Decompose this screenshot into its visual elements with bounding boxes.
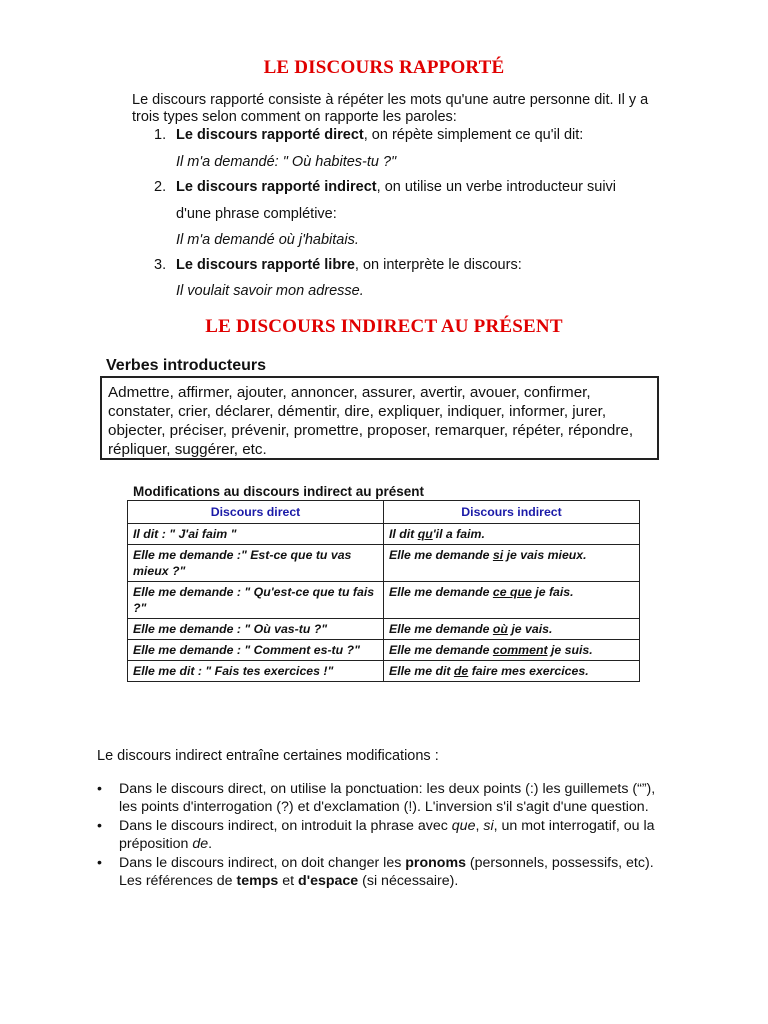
column-header-indirect: Discours indirect xyxy=(384,501,640,524)
indirect-cell: Elle me demande si je vais mieux. xyxy=(384,545,640,582)
indirect-cell: Elle me demande où je vais. xyxy=(384,619,640,640)
indirect-cell: Il dit qu'il a faim. xyxy=(384,524,640,545)
type-description-continued: d'une phrase complétive: xyxy=(176,206,337,222)
direct-cell: Elle me dit : " Fais tes exercices !" xyxy=(128,661,384,682)
modifications-table xyxy=(127,500,640,682)
modifications-list xyxy=(97,780,657,891)
keyword-espace: d'espace xyxy=(298,873,359,889)
direct-cell: Elle me demande : " Où vas-tu ?" xyxy=(128,619,384,640)
section-title: LE DISCOURS INDIRECT AU PRÉSENT xyxy=(205,316,563,337)
underlined-word: qu xyxy=(417,527,433,541)
list-item: • Dans le discours direct, on utilise la ponctuation: les deux points (:) les guillemets (“”), les points d'interrogation (?) et d'exclamation (!). L'inversion s'il s'agit d'une question. xyxy=(97,781,656,815)
table-row xyxy=(128,619,640,640)
list-item: • Dans le discours indirect, on doit changer les pronoms (personnels, possessifs, etc). Les références de temps et d'espace (si nécessaire). xyxy=(97,855,654,889)
underlined-word: comment xyxy=(492,643,548,657)
bullet-icon: • xyxy=(97,855,102,871)
underlined-word: de xyxy=(453,664,469,678)
list-number: 2. xyxy=(154,179,167,195)
column-header-direct: Discours direct xyxy=(128,501,384,524)
type-example: Il voulait savoir mon adresse. xyxy=(176,283,364,299)
bullet-icon: • xyxy=(97,781,102,797)
modifications-intro: Le discours indirect entraîne certaines modifications : xyxy=(97,748,439,764)
direct-cell: Elle me demande :" Est-ce que tu vas mieux ?" xyxy=(128,545,384,582)
keyword-si: si xyxy=(483,818,494,834)
page-title: LE DISCOURS RAPPORTÉ xyxy=(263,57,505,78)
list-item: • Dans le discours indirect, on introduit la phrase avec que, si, un mot interrogatif, ou la préposition de. xyxy=(97,818,655,852)
direct-cell: Il dit : " J'ai faim " xyxy=(128,524,384,545)
table-row xyxy=(128,545,640,582)
keyword-temps: temps xyxy=(236,873,279,889)
table-header-row xyxy=(128,501,640,524)
indirect-cell: Elle me demande comment je suis. xyxy=(384,640,640,661)
type-name: Le discours rapporté direct xyxy=(176,127,364,143)
keyword-que: que xyxy=(451,818,476,834)
underlined-word: ce que xyxy=(492,585,532,599)
verbs-heading: Verbes introducteurs xyxy=(106,357,267,374)
list-number: 1. xyxy=(154,127,167,143)
bullet-icon: • xyxy=(97,818,102,834)
type-example: Il m'a demandé où j'habitais. xyxy=(176,232,359,248)
type-description: , on répète simplement ce qu'il dit: xyxy=(363,127,584,143)
keyword-de: de xyxy=(192,836,209,852)
type-description: , on interprète le discours: xyxy=(354,257,522,273)
indirect-cell: Elle me dit de faire mes exercices. xyxy=(384,661,640,682)
type-description: , on utilise un verbe introducteur suivi xyxy=(376,179,617,195)
table-row xyxy=(128,661,640,682)
table-row xyxy=(128,524,640,545)
intro-paragraph: Le discours rapporté consiste à répéter les mots qu'une autre personne dit. Il y a trois types selon comment on rapporte les paroles: xyxy=(132,92,649,125)
table-row xyxy=(128,582,640,619)
underlined-word: si xyxy=(492,548,504,562)
keyword-pronoms: pronoms xyxy=(405,855,466,871)
type-name: Le discours rapporté libre xyxy=(176,257,355,273)
indirect-cell: Elle me demande ce que je fais. xyxy=(384,582,640,619)
verbs-box: Admettre, affirmer, ajouter, annoncer, assurer, avertir, avouer, confirmer, constater, crier, déclarer, démentir, dire, expliquer, indiquer, informer, jurer, objecter, préciser, prévenir, promettre, proposer, remarquer, répéter, répondre, répliquer, suggérer, etc. xyxy=(100,376,659,460)
type-name: Le discours rapporté indirect xyxy=(176,179,377,195)
underlined-word: où xyxy=(492,622,508,636)
direct-cell: Elle me demande : " Comment es-tu ?" xyxy=(128,640,384,661)
type-example: Il m'a demandé: " Où habites-tu ?" xyxy=(176,154,397,170)
table-caption: Modifications au discours indirect au présent xyxy=(133,484,425,499)
list-number: 3. xyxy=(154,257,167,273)
direct-cell: Elle me demande : " Qu'est-ce que tu fais ?" xyxy=(128,582,384,619)
table-row xyxy=(128,640,640,661)
